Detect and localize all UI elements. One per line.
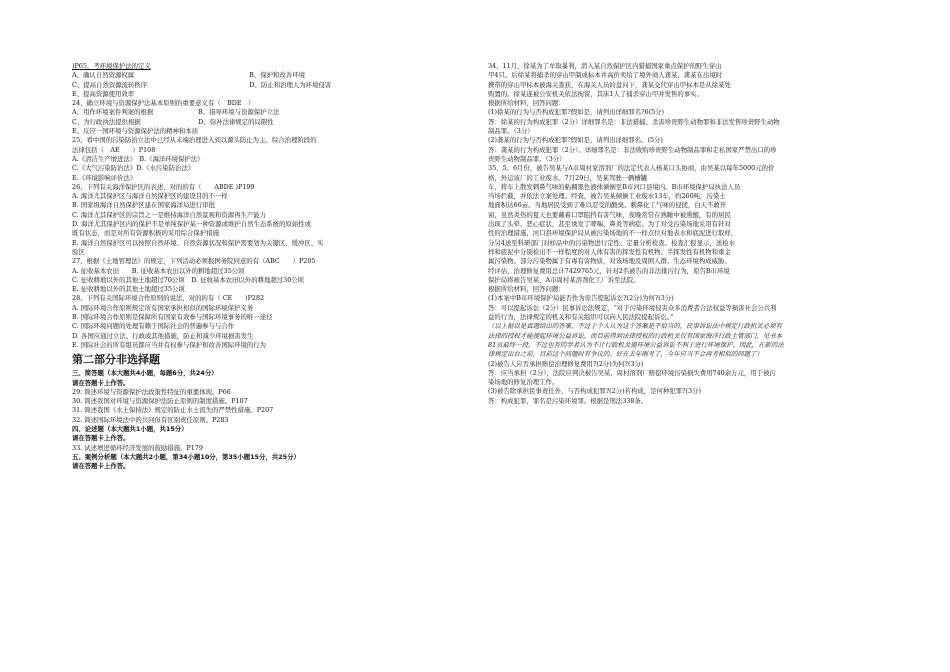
text-line: 31. 简述我国《水土保持法》规定的防止水土流失的严禁性措施。P207 <box>72 406 274 415</box>
text-line: 车，将车上散发刺鼻气味的粘稠黑色液体倾倒至B市河口县境内。B市环境保护局执法人员 <box>488 182 741 191</box>
text-line: 窗，虽然炎热的夏天也要戴着口罩阻挡有害气味，夜晚常常在熟睡中被熏醒，有的居民 <box>488 210 731 219</box>
text-line: 法律包括（ AE ）P108 <box>72 145 156 154</box>
text-line: 法律的授权才能提起环境公益诉讼，而目前得到法律授权的行政机关仅有国家海洋行政主管部门，见书本 <box>488 331 782 340</box>
section-instruction: 请在答题卡上作答。 <box>72 434 130 443</box>
section-instruction: 请在答题卡上作答。 <box>72 462 130 471</box>
text-line: 律规定出台之前，目前这个问题时有争议的。好在去年刚考了，今年应当不会再考相似的问题了） <box>488 350 763 359</box>
text-line: C.《大气污染防治法》D.《水污染防治法》 <box>72 164 195 173</box>
text-line: D. 各国应通过立法、行政或其他措施，防止和减少环境损害发生 <box>72 331 254 340</box>
text-line: 携带的穿山甲标本被海关查获，在海关人员的盘问下，龚某交代穿山甲标本是从徐某处 <box>488 80 731 89</box>
right-column <box>488 62 880 406</box>
text-line: 81页最终一段。不过也有的学者认为不让行政机关提环境公益诉讼不利于进行环境保护。因此，在新的法 <box>488 340 784 349</box>
text-line: 答：构成犯罪，罪名是污染环境罪。根据是刑法338条。 <box>488 396 648 405</box>
text-line: 根据所给材料，回答问题： <box>488 285 565 294</box>
text-line: C. 征收耕地以外的其他土地超过70公顷 D. 征收基本农田以外的耕地超过30公顷 <box>72 275 305 284</box>
text-line: 样和底泥中分别检出不一样程度的对人体有害的挥发性有机物、半挥发性有机物和重金 <box>488 247 731 256</box>
text-line: 29. 简述环境与资源保护法政策性特征的重要体现。P66 <box>72 387 231 396</box>
text-line: A.《清洁生产增进法》 B.《海洋环境保护法》 <box>72 154 204 163</box>
text-line: 答：可以提起诉讼（2分）民事诉讼法规定，“对于污染环境侵害众多消费者合法权益等损害社会公共利 <box>488 303 777 312</box>
text-line: E. 海洋自然保护区可以按照自然环境、自然资源状况和保护需要划为关键区、缓冲区、实 <box>72 238 324 247</box>
text-line: A、确认自然资源权属 B、保护和改善环境 <box>72 71 305 80</box>
text-line: C. 海洋尤其保护区的宗旨之一是维持海洋自然景观和资源再生产能力 <box>72 210 267 219</box>
text-line: 性的治理措施，河口县环境保护局从被污染场地的不一样点位对地表水和底泥进行取样， <box>488 229 738 238</box>
text-line: (2)被告人应否承担赔偿治理修复费用?(2分)为何?(3分) <box>488 359 644 368</box>
text-line: 验区 <box>72 247 85 256</box>
text-line: 经评估，治理修复费用总计7429765元，针对2名被告的非法排污行为，原告B市环境 <box>488 266 730 275</box>
text-line: 答：龚某的行为构成犯罪（2分）。详细罪名是：非法收购珍贵野生动物制品罪和走私国家严禁出口的珍 <box>488 145 777 154</box>
text-line: 答：应当承担（2分），法院应判决被告吴某，周村溶剂厂赔偿环境污染损失费用740余万元，用于被污 <box>488 368 776 377</box>
text-line: (1)徐某的行为与否构成犯罪?假如是，请列出详细罪名?6(5分) <box>488 108 665 117</box>
text-line: 甲4只。后徐某将捕杀的穿山甲制成标本并高价卖给了境外商人龚某，龚某在出境时 <box>488 71 723 80</box>
text-line: （以上据以是真题给出的答案，不过于个人认为这个答案是不恰当的，民事诉讼法中规定行政机关必须有 <box>488 322 782 331</box>
text-line: )P65，考环境保护法的定义 <box>72 62 151 70</box>
section-instruction: 三、简答题（本大题共4小题，每题6分，共24分） <box>72 369 218 378</box>
text-line: E. 征收耕地以外的其他土地超过35公顷 <box>72 285 185 294</box>
text-line: 贵野生动物制品罪。（3分） <box>488 154 566 163</box>
text-line: 26、下列有关海洋保护区的表述，对的的有（ ABDE )P199 <box>72 182 255 191</box>
section-instruction: 五、案例分析题（本大题共2小题，第34小题10分，第35小题15分，共25分） <box>72 452 300 461</box>
text-line: D. 海洋尤其保护区内的保护不是单纯保护某一种资源或维护自然生态系统的原始性或 <box>72 220 312 229</box>
text-line: B. 国际环境合作原则是保障所有国家有效参与国际环境事务的唯一途径 <box>72 313 273 322</box>
text-line: 属污染物。部分污染物属于有毒有害物质，对该场地及周围人群、生态环境构成威胁。 <box>488 257 731 266</box>
text-line: B. 国家级海洋自然保护区建在国家海洋局进行审批 <box>72 201 215 210</box>
text-line: 益的行为，法律规定的机关和有关组织可以向人民法院提起诉讼。” <box>488 313 674 322</box>
section-instruction: 四、论述题（本大题共1小题，共15分） <box>72 424 188 433</box>
text-line: C、为行政执法提供根据 D、弥补法律规定的局限性 <box>72 117 274 126</box>
text-line: 根据所给材料，回答问题： <box>488 99 565 108</box>
text-line: E. 国际社会的所有组员都应当并有权参与保护和改善国际环境的行为 <box>72 340 267 349</box>
text-line: C、提高自然资源流转秩序 D、防止和治理人为环境侵害 <box>72 80 332 89</box>
text-line: 33. 试述增进循环经济发展的鼓励措施。P179 <box>72 443 203 452</box>
text-line: 既有状态，而是对所有资源积极的采用综合保护措施 <box>72 229 219 238</box>
text-line: 保护局将被告吴某、A市周村某溶剂化工厂诉至法院。 <box>488 275 640 284</box>
text-line: 地面积达66亩。当地居民受到了难以忍受的酸臭、刺鼻化工气味的侵扰，白天不敢开 <box>488 201 727 210</box>
text-line: 28、下列有关国际环境合作原则的说法，对的的有（ CE )P282 <box>72 294 265 303</box>
text-line: 当场拦截，并依法立案处理。经查，被告吴某倾倒工业废水13车，约260吨，污染土 <box>488 192 726 201</box>
text-line: 格，外运该厂的工业废水。7月29日，吴某驾驶一辆槽罐 <box>488 173 648 182</box>
left-column <box>72 62 450 471</box>
text-line: 35、5、6月份，被告吴某与A市周村家溶剂厂的法定代表人杨某口头协商，由吴某以每年5000元的价 <box>488 164 775 173</box>
text-line: E、反应一国环境与资源保护法的精神和本质 <box>72 127 199 136</box>
text-line: A. 征收基本农田 B. 征收基本农田以外的耕地超过35公顷 <box>72 266 245 275</box>
text-line: (3)被告除承担民事责任外，与否构成犯罪?(2分)若构成，是何种犯罪?(3分) <box>488 387 701 396</box>
text-line: (2)龚某的行为与否构成犯罪?假如是，请列出详细罪名。(5分) <box>488 136 663 145</box>
text-line: E、提高资源使用效率 <box>72 89 135 98</box>
text-line: 制品罪。（3分） <box>488 127 534 136</box>
text-line: 34、11月，徐某为了牟取暴利，潜入某自然保护区内猎捕国家重点保护的野生穿山 <box>488 62 722 70</box>
text-line: (1)本案中B市环境保护局能否作为原告提起诉讼?(2分)为何?(3分) <box>488 294 674 303</box>
text-line: 答：徐某的行为构成犯罪（2分）详细罪名是：非法猎捕、杀害珍贵野生动物罪和非法发售珍贵野生动物 <box>488 117 780 126</box>
text-line: 32. 简述国际环境法中的共同但有区别责任原则。P283 <box>72 415 229 424</box>
text-line: 出现了头晕、恶心症状，甚至诱发了哮喘、鼻炎等病症。为了对受污染场地采用有针对 <box>488 220 731 229</box>
text-line: 27、根据《土地管理法》的规定，下列活动必须报国务院同意的有（ABC ）P205 <box>72 257 316 266</box>
text-line: A. 国际环境合作原则规定所有国家承担相似的国际环境保护义务 <box>72 303 254 312</box>
text-line: 购置的。徐某遂被公安机关依法拘留，其床1人了捕杀穿山甲并发售的事实。 <box>488 89 703 98</box>
text-line: 分另4送至科研部门对样品中的污染物进行定性、定量分析检查。检查汇报显示，送检水 <box>488 238 735 247</box>
text-line: C. 国际环境问题的处理有赖于国际社会的普遍参与与合作 <box>72 322 235 331</box>
text-line: 染场地的修复治理工作。 <box>488 378 559 387</box>
section-heading: 第二部分非选择题 <box>72 353 160 367</box>
text-line: A. 海洋尤其保护区与海洋自然保护区的建设目的不一样 <box>72 192 228 201</box>
text-line: A、用作环境案件判案的根据 B、指导环境与资源保护立法 <box>72 108 280 117</box>
text-line: 24、确立环境与资源保护法基本原则的重要意义有（ BDE ） <box>72 99 255 108</box>
text-line: 25、看中国的污染防治立法中已经从末端治理进入到以源头防止为主、综合治理阶段的 <box>72 136 317 145</box>
section-instruction: 请在答题卡上作答。 <box>72 378 130 387</box>
text-line: 30. 简述我国对环境与资源保护法防止原则的制度措施。P107 <box>72 397 248 406</box>
text-line: E.《环境影响评价法》 <box>72 173 137 182</box>
